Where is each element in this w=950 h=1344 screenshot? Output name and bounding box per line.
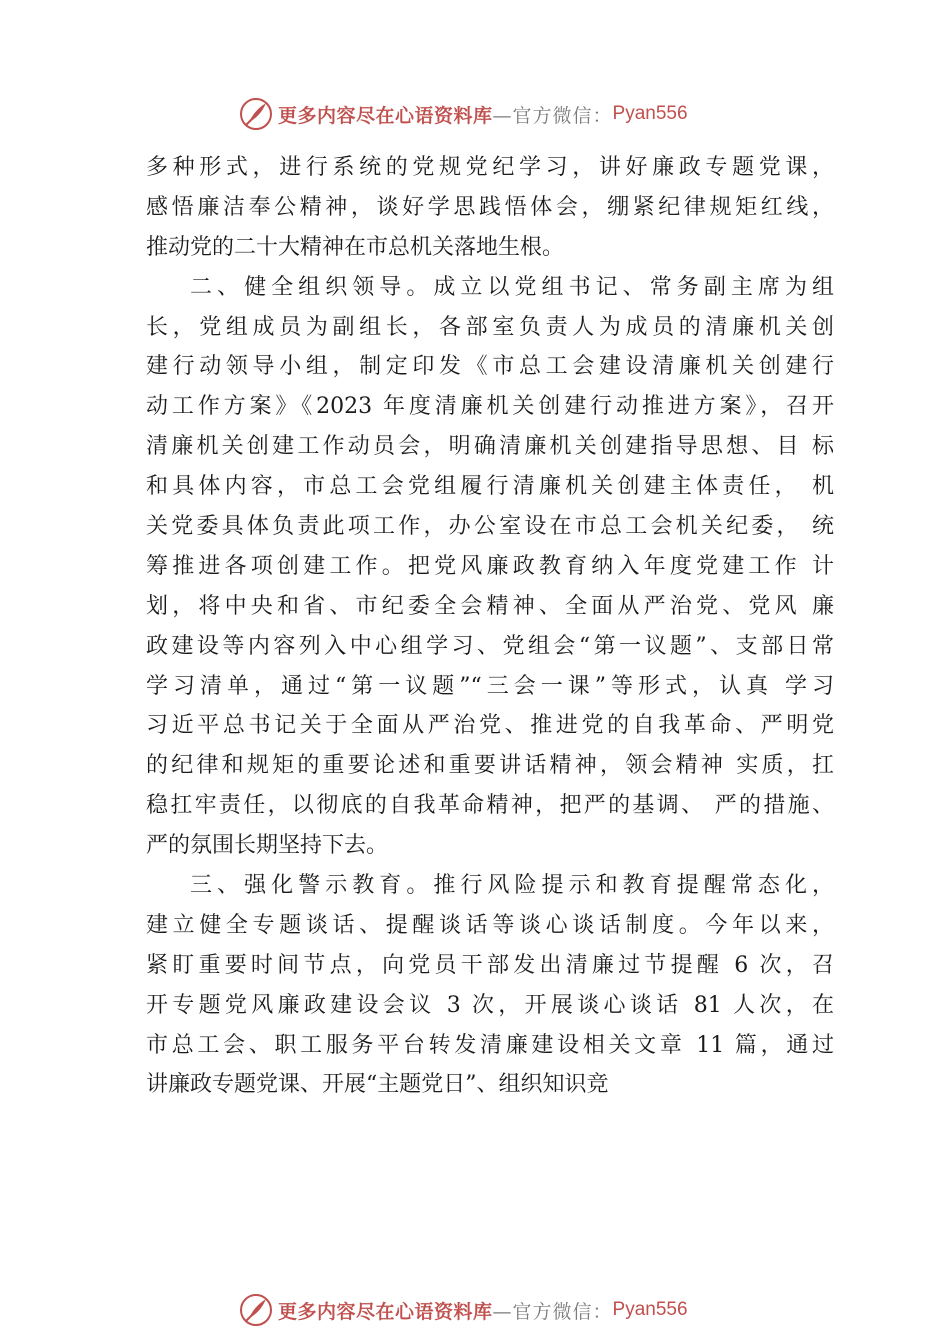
- header-wechat-id: Pyan556: [612, 103, 688, 124]
- text-line: 讲廉政专题党课、开展“主题党日”、组织知识竞: [146, 1072, 609, 1098]
- paragraph-heading-line: 三、强化警示教育。推行风险提示和教育提醒常态化，: [190, 873, 834, 899]
- footer-separator: —官方微信：: [492, 1300, 613, 1323]
- text-line: 推动党的二十大精神在市总机关落地生根。: [146, 234, 565, 260]
- footer-wechat-id: Pyan556: [612, 1299, 688, 1320]
- text-line: 长，党组成员为副组长，各部室负责人为成员的清廉机关创: [146, 314, 834, 340]
- quill-logo-icon: [238, 1292, 274, 1328]
- text-line: 市总工会、职工服务平台转发清廉建设相关文章 11 篇，通过: [146, 1032, 834, 1058]
- text-line: 建立健全专题谈话、提醒谈话等谈心谈话制度。今年以来，: [146, 912, 834, 938]
- text-line: 划，将中央和省、市纪委全会精神、全面从严治党、党风 廉: [146, 593, 834, 619]
- paragraph-heading-line: 二、健全组织领导。成立以党组书记、常务副主席为组: [190, 274, 834, 300]
- header-brand: 更多内容尽在心语资料库: [278, 104, 493, 127]
- text-line: 多种形式，进行系统的党规党纪学习，讲好廉政专题党课，: [146, 155, 834, 180]
- document-body: [146, 148, 834, 1105]
- text-line: 关党委具体负责此项工作，办公室设在市总工会机关纪委， 统: [146, 514, 834, 540]
- footer-brand: 更多内容尽在心语资料库: [278, 1300, 493, 1323]
- text-line: 建行动领导小组，制定印发《市总工会建设清廉机关创建行: [146, 354, 834, 380]
- text-line: 动工作方案》《2023 年度清廉机关创建行动推进方案》，召开: [146, 394, 834, 420]
- text-line: 开专题党风廉政建设会议 3 次，开展谈心谈话 81 人次，在: [146, 992, 834, 1018]
- text-line: 感悟廉洁奉公精神，谈好学思践悟体会，绷紧纪律规矩红线，: [146, 194, 834, 220]
- text-line: 习近平总书记关于全面从严治党、推进党的自我革命、严明党: [146, 713, 834, 739]
- header-watermark: [238, 94, 688, 134]
- text-line: 学习清单，通过“第一议题”“三会一课”等形式，认真 学习: [146, 673, 834, 699]
- header-separator: —官方微信：: [492, 104, 613, 127]
- quill-logo-icon: [238, 96, 274, 132]
- text-line: 政建设等内容列入中心组学习、党组会“第一议题”、支部日常: [146, 633, 834, 659]
- text-line: 严的氛围长期坚持下去。: [146, 833, 389, 859]
- footer-watermark: [238, 1290, 688, 1330]
- text-line: 清廉机关创建工作动员会，明确清廉机关创建指导思想、目 标: [146, 434, 834, 460]
- text-line: 的纪律和规矩的重要论述和重要讲话精神，领会精神 实质，扛: [146, 753, 834, 779]
- text-line: 筹推进各项创建工作。把党风廉政教育纳入年度党建工作 计: [146, 553, 834, 579]
- text-line: 和具体内容，市总工会党组履行清廉机关创建主体责任， 机: [146, 474, 834, 500]
- text-line: 紧盯重要时间节点，向党员干部发出清廉过节提醒 6 次，召: [146, 952, 834, 978]
- text-line: 稳扛牢责任，以彻底的自我革命精神，把严的基调、 严的措施、: [146, 793, 834, 819]
